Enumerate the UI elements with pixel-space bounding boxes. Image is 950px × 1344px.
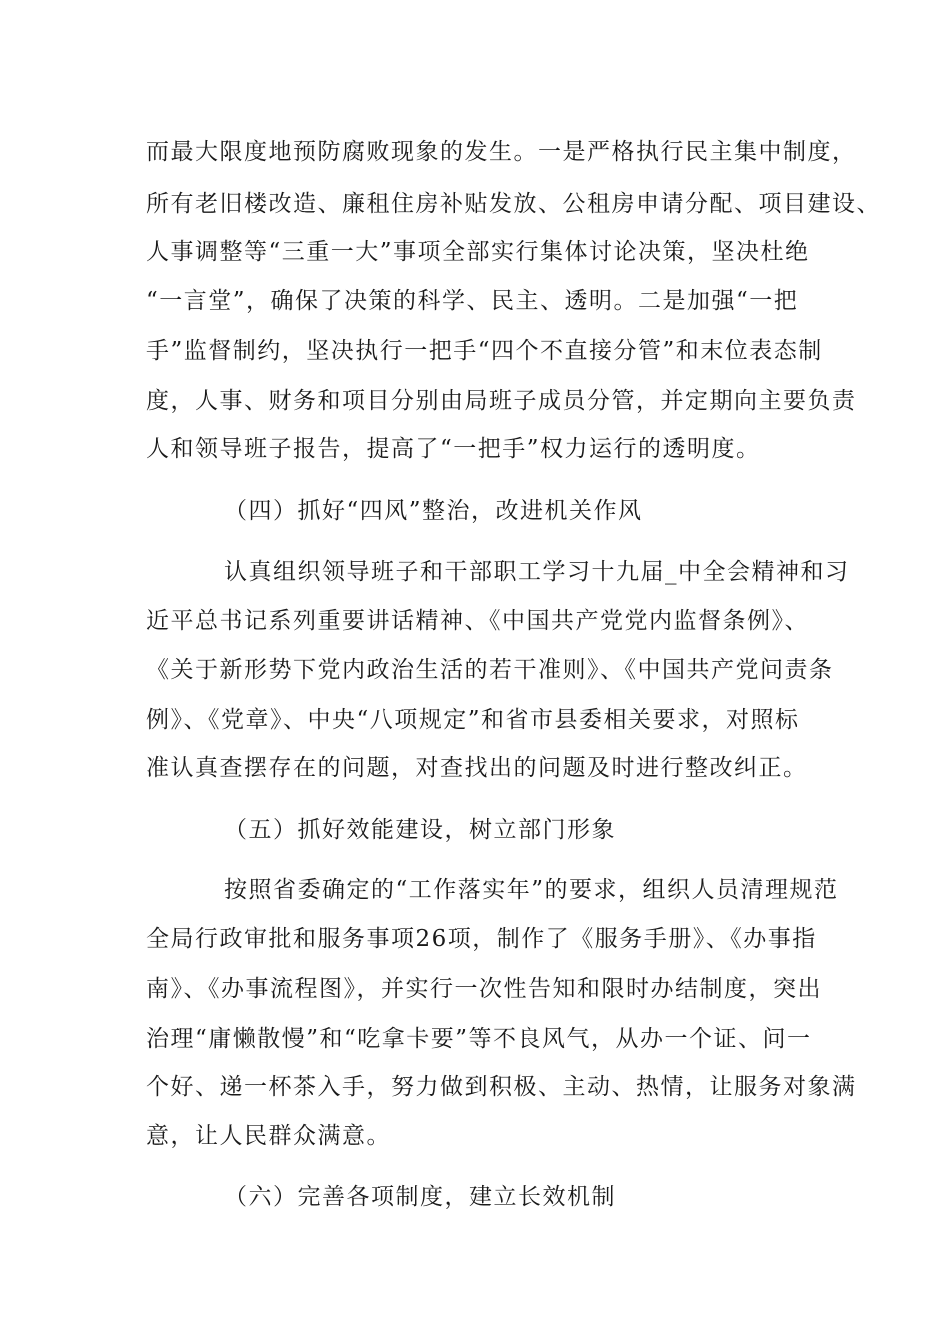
paragraph-line: 意，让人民群众满意。: [146, 1123, 391, 1149]
paragraph-line: 例》、《党章》、中央“八项规定”和省市县委相关要求，对照标: [146, 707, 800, 733]
paragraph-line: 度，人事、财务和项目分别由局班子成员分管，并定期向主要负责: [146, 388, 857, 414]
paragraph-line: 南》、《办事流程图》，并实行一次性告知和限时办结制度，突出: [146, 976, 822, 1002]
paragraph-line: 准认真查摆存在的问题，对查找出的问题及时进行整改纠正。: [146, 755, 808, 781]
paragraph-line: 全局行政审批和服务事项26项，制作了《服务手册》、《办事指: [146, 926, 817, 952]
paragraph-line: 近平总书记系列重要讲话精神、《中国共产党党内监督条例》、: [146, 608, 809, 634]
section-heading: （六）完善各项制度，建立长效机制: [224, 1184, 616, 1210]
paragraph-line: 人事调整等“三重一大”事项全部实行集体讨论决策，坚决杜绝: [146, 239, 810, 265]
paragraph-line: 治理“庸懒散慢”和“吃拿卡要”等不良风气，从办一个证、问一: [146, 1026, 812, 1052]
paragraph-line: 手”监督制约，坚决执行一把手“四个不直接分管”和末位表态制: [146, 338, 823, 364]
paragraph-line: “一言堂”，确保了决策的科学、民主、透明。二是加强“一把: [146, 288, 799, 314]
paragraph-line: 人和领导班子报告，提高了“一把手”权力运行的透明度。: [146, 436, 761, 462]
paragraph-line: 所有老旧楼改造、廉租住房补贴发放、公租房申请分配、项目建设、: [146, 191, 881, 217]
paragraph-line: 认真组织领导班子和干部职工学习十九届_中全会精神和习: [224, 559, 850, 585]
paragraph-line: 而最大限度地预防腐败现象的发生。一是严格执行民主集中制度，: [146, 139, 857, 165]
paragraph-line: 个好、递一杯茶入手，努力做到积极、主动、热情，让服务对象满: [146, 1074, 857, 1100]
paragraph-line: 《关于新形势下党内政治生活的若干准则》、《中国共产党问责条: [146, 657, 834, 683]
section-heading: （四）抓好“四风”整治，改进机关作风: [224, 498, 643, 524]
paragraph-line: 按照省委确定的“工作落实年”的要求，组织人员清理规范: [224, 877, 839, 903]
section-heading: （五）抓好效能建设，树立部门形象: [224, 817, 616, 843]
